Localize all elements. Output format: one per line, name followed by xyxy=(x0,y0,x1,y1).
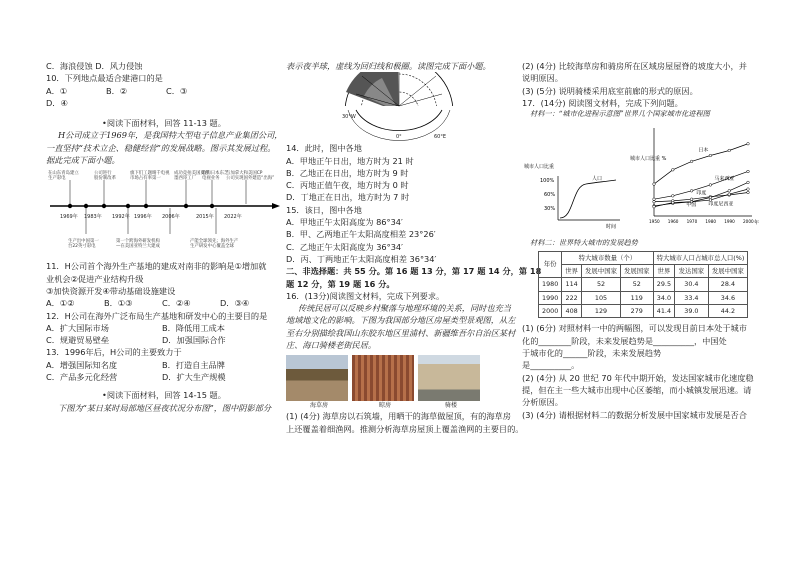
material-2-line-1: 下图为“某日某时局部地区昼夜状况分布图”，图中阴影部分 xyxy=(58,402,272,413)
material-3-line-4: 庄、海口骑楼老街民居。 xyxy=(286,340,377,351)
photo-seaweed-house xyxy=(286,355,348,401)
series-point xyxy=(709,154,712,157)
q11-stem-line-2: 业机会②促进产业结构升级 xyxy=(46,273,144,284)
schematic-xlabel: 时间 xyxy=(606,223,617,230)
q14-option-b: B．乙地正在日出，地方时为 9 时 xyxy=(286,167,409,178)
timeline-top-4: 成功竞拍美国夏普墨西哥工厂 xyxy=(174,171,210,182)
series-label: 印度 xyxy=(696,190,707,197)
timeline-top-5: 收购日本东芝电视业务 xyxy=(202,171,229,182)
label-0: 0° xyxy=(396,134,402,141)
year-2015: 2015年 xyxy=(196,214,214,221)
timeline-bottom-3: 产能全球领先；海外生产生产研发中心覆盖全球 xyxy=(190,239,239,250)
q10-option-b: B．② xyxy=(106,85,128,96)
photo-drying-house xyxy=(352,355,414,401)
table-cell: 34.6 xyxy=(708,291,748,304)
q11-option-c: C．②④ xyxy=(162,298,191,309)
table-cell: 41.4 xyxy=(653,305,675,318)
series-point xyxy=(728,189,731,192)
column-left xyxy=(46,60,282,414)
material-1-line-3: 据此完成下面小题。 xyxy=(46,155,120,166)
schematic-y100: 100% xyxy=(540,177,555,184)
timeline-top-3: 旗下们工题晴千电视市场占有率第一 xyxy=(130,171,170,182)
q13-options-row-1 xyxy=(46,359,282,371)
table-cell: 44.2 xyxy=(708,305,748,318)
q14-option-a: A．甲地正午日出，地方时为 21 时 xyxy=(286,155,414,166)
series-point xyxy=(747,181,750,184)
text-line: 股份制改革 xyxy=(94,176,116,182)
series-label: 马来西亚 xyxy=(714,175,735,182)
material-3-line-1: 传统民居可以反映乡村聚落与地理环境的关系，同时也充当 xyxy=(298,303,511,314)
x-tick-label: 1960 xyxy=(667,218,679,224)
text-line: 公司实现国外建造“出海” xyxy=(226,176,275,182)
chart-ylabel: 城市人口比重 % xyxy=(630,155,667,162)
q11-option-d: D．③④ xyxy=(220,298,250,309)
q17-3-line-1: (3) (4分) 请根据材料二的数据分析发展中国家城市发展是否合 xyxy=(522,409,747,420)
q17-1-line-2: 化的________阶段，未来发展趋势是__________，中国处 xyxy=(522,335,727,346)
table-cell: 222 xyxy=(562,291,582,304)
q13-option-d: D．扩大生产规模 xyxy=(162,372,226,383)
table-cell: 114 xyxy=(562,278,582,291)
table-cell: 29.5 xyxy=(653,278,675,291)
year-1983: 1983年 xyxy=(84,214,102,221)
series-point xyxy=(672,195,675,198)
label-30w: 30°W xyxy=(342,114,356,121)
series-point xyxy=(653,183,656,186)
q10-option-a: A．① xyxy=(46,85,68,96)
x-tick-label: 1950 xyxy=(649,218,660,224)
label-60e: 60°E xyxy=(434,134,447,141)
schematic-curve-label: 人口 xyxy=(592,175,603,182)
text-line: —在美国亚特兰大建成 xyxy=(116,244,160,250)
table-cell: 30.4 xyxy=(675,278,708,291)
q13-stem: 13．1996年后，H公司的主要致力于 xyxy=(46,347,182,358)
timeline-top-1: 在山东青岛建立生产彩电 xyxy=(48,171,79,182)
series-point xyxy=(690,198,693,201)
q12-option-b: B．降低用工成本 xyxy=(162,322,225,333)
q13-option-c: C．产品多元化经营 xyxy=(46,372,118,383)
series-point xyxy=(672,201,675,204)
timeline-bottom-2: 第一个跨海外研发机构—在美国亚特兰大建成 xyxy=(116,239,160,250)
q14-option-d: D．丁地正在日出，地方时为 7 时 xyxy=(286,192,410,203)
q14-stem: 14．此时，图中各地 xyxy=(286,143,362,154)
series-label: 日本 xyxy=(698,147,709,154)
table-cell: 1980 xyxy=(539,278,562,291)
q16-1-line-2: 上还覆盖着细渔网。推测分析海草房屋顶上覆盖渔网的主要目的。 xyxy=(286,423,524,434)
table-cell: 408 xyxy=(562,305,582,318)
text-line: 墨西哥工厂 xyxy=(174,176,196,182)
table-subheader: 发展国家 xyxy=(621,265,654,278)
table-header-count: 特大城市数量（个） xyxy=(562,251,653,264)
q16-3: (3) (5分) 说明骑楼采用底室前廊的形式的原因。 xyxy=(522,85,698,96)
year-1992: 1992年 xyxy=(112,214,130,221)
q17-2-line-3: 分析原因。 xyxy=(522,397,563,408)
table-cell: 39.0 xyxy=(675,305,708,318)
q16-2-line-1: (2) (4分) 比较海草房和骑房所在区域房屋屋脊的坡度大小，并 xyxy=(522,61,747,71)
caption-drying-house: 晾房 xyxy=(378,402,391,410)
year-1996: 1996年 xyxy=(134,214,152,221)
q17-2-line-2: 提，但在主一些大城市出现中心区萎缩，而小城镇发展迅速。请 xyxy=(522,384,752,395)
table-subheader: 世界 xyxy=(653,265,675,278)
day-night-diagram xyxy=(286,72,514,142)
q16-1-line-1: (1) (4分) 海草房以石筑墙，用晒干的海草做屋顶，有的海草房 xyxy=(286,411,511,422)
table-cell: 105 xyxy=(582,291,621,304)
series-point xyxy=(728,149,731,152)
text-line: 市场占有率第一 xyxy=(130,176,161,182)
q12-options-row-1 xyxy=(46,322,282,334)
q17-stem: 17．(14分) 阅读图文材料，完成下列问题。 xyxy=(522,97,683,108)
table-cell: 52 xyxy=(582,278,621,291)
series-point xyxy=(690,160,693,163)
table-cell: 28.4 xyxy=(708,278,748,291)
company-timeline xyxy=(46,168,282,260)
series-point xyxy=(709,199,712,202)
table-cell: 129 xyxy=(582,305,621,318)
table-cell: 119 xyxy=(621,291,654,304)
caption-seaweed-house: 海草房 xyxy=(309,402,328,410)
q15-option-c: C．乙地正午太阳高度为 36°34′ xyxy=(286,241,403,252)
x-tick-label: 1970 xyxy=(686,218,698,224)
table-header-year: 年份 xyxy=(539,251,562,278)
schematic-y60: 60% xyxy=(544,191,556,198)
q16-2-line-2: 说明原因。 xyxy=(522,73,563,84)
series-label: 印度尼西亚 xyxy=(708,201,734,208)
series-point xyxy=(709,184,712,187)
series-point xyxy=(747,191,750,194)
table-row xyxy=(539,291,748,304)
text-line: 台22英寸彩电 xyxy=(68,244,96,250)
urbanization-charts xyxy=(522,120,770,238)
q13-option-b: B．打造自主品牌 xyxy=(162,359,225,370)
series-point xyxy=(728,193,731,196)
q12-option-d: D．加强国际合作 xyxy=(162,335,226,346)
house-photos xyxy=(286,355,514,401)
q11-stem-line-1 xyxy=(46,260,282,272)
table-cell: 34.0 xyxy=(653,291,675,304)
q10-stem: 10．下列地点最适合建港口的是 xyxy=(46,73,163,84)
photo-arcade-house xyxy=(418,355,480,401)
series-point xyxy=(690,189,693,192)
section-2-header-line-1: 二、非选择题：共 55 分。第 16 题 13 分，第 17 题 14 分，第 18 xyxy=(286,266,542,277)
q10-option-d: D．④ xyxy=(46,97,68,108)
schematic-curve xyxy=(560,180,616,218)
series-point xyxy=(653,205,656,208)
q12-option-a: A．扩大国际市场 xyxy=(46,322,109,333)
material-4-title: 材料一：“城市化进程示意图”世界几个国家城市化进程图 xyxy=(530,109,710,119)
schematic-y30: 30% xyxy=(544,205,556,212)
table-cell: 52 xyxy=(621,278,654,291)
caption-arcade-house: 骑楼 xyxy=(444,402,457,410)
q13-option-a: A．增强国际知名度 xyxy=(46,359,118,370)
material-5-title: 材料二：世界特大城市的发展趋势 xyxy=(530,237,638,247)
read-prompt-11-13: •阅读下面材料，回答 11-13 题。 xyxy=(102,118,226,129)
column-right xyxy=(522,60,770,421)
year-1969: 1969年 xyxy=(60,214,78,221)
text-line: 生产研发中心覆盖全球 xyxy=(190,244,234,250)
q12-option-c: C．规避贸易壁垒 xyxy=(46,335,110,346)
read-prompt-14-15: •阅读下面材料，回答 14-15 题。 xyxy=(102,390,226,401)
material-2-line-2: 表示夜半球，虚线为回归线和极圈。读图完成下面小题。 xyxy=(286,61,491,71)
q15-option-b: B．甲、乙两地正午太阳高度相差 23°26′ xyxy=(286,229,436,240)
table-row xyxy=(539,278,748,291)
material-3-line-3: 至右分别描绘我国山东胶东地区里浦村、新疆维吾尔自治区某村 xyxy=(286,327,516,338)
q17-1-line-4: 是__________。 xyxy=(522,360,580,371)
timeline-top-2: 公司进行股份制改革 xyxy=(94,171,116,182)
table-header-percent: 特大城市人口占城市总人口(%) xyxy=(653,251,748,264)
year-2022: 2022年 xyxy=(224,214,242,221)
table-cell: 33.4 xyxy=(675,291,708,304)
table-cell: 2000 xyxy=(539,305,562,318)
year-2006: 2006年 xyxy=(162,214,180,221)
q15-stem: 15．该日，图中各地 xyxy=(286,204,362,215)
q10-option-c: C．③ xyxy=(166,85,188,96)
text-line: 生产彩电 xyxy=(48,176,66,182)
timeline-top-6: 与加拿大和美国CP 公司实现国外建造“出海” xyxy=(226,171,275,182)
material-1-line-2: 一直坚持“技术立企、稳健经营”的发展战略。图示其发展过程。 xyxy=(46,142,276,153)
q15-option-a: A．甲地正午太阳高度为 86°34′ xyxy=(286,217,403,228)
table-row xyxy=(539,305,748,318)
q13-options-row-2 xyxy=(46,371,282,383)
timeline-bottom-1: 生产出中国第一台22英寸彩电 xyxy=(68,239,99,250)
chart-xlabel: 年 xyxy=(754,219,760,226)
q11-option-a: A．①② xyxy=(46,298,75,309)
schematic-ylabel: 城市人口比重 xyxy=(524,163,555,170)
q10-options xyxy=(46,85,282,97)
q16-stem: 16．(13分)阅读图文材料，完成下列要求。 xyxy=(286,290,445,301)
q12-stem: 12．H公司在海外广泛布局生产基地和研发中心的主要目的是 xyxy=(46,310,268,321)
series-point xyxy=(653,198,656,201)
photo-captions xyxy=(286,401,514,410)
q15-option-d: D．丙、丁两地正午太阳高度相差 36°34′ xyxy=(286,253,437,264)
q11-stem-b: ①增加就 xyxy=(234,261,267,272)
x-tick-label: 1980 xyxy=(705,218,717,224)
q11-option-b: B．①③ xyxy=(104,298,133,309)
x-tick-label: 1990 xyxy=(724,218,735,224)
q9-options-cd: C．海浪侵蚀 D．风力侵蚀 xyxy=(46,61,143,71)
series-point xyxy=(747,170,750,173)
q17-2-line-1: (2) (4分) 从 20 世纪 70 年代中期开始，发达国家城市化速度稳 xyxy=(522,372,754,383)
q12-options-row-2 xyxy=(46,334,282,346)
series-point xyxy=(747,142,750,145)
urbanization-schematic xyxy=(524,163,620,230)
q11-stem-a: 11．H公司首个海外生产基地的建成对南非的影响是 xyxy=(46,261,235,272)
series-label: 中国 xyxy=(686,202,697,209)
q17-1-line-1: (1) (6分) 对照材料一中的两幅图，可以发现目前日本处于城市 xyxy=(522,323,747,334)
table-subheader: 世界 xyxy=(562,265,582,278)
table-subheader: 发展中国家 xyxy=(708,265,748,278)
series-point xyxy=(709,196,712,199)
text-line: 电视业务 xyxy=(202,176,220,182)
table-cell: 1990 xyxy=(539,291,562,304)
series-point xyxy=(653,200,656,203)
table-cell: 279 xyxy=(621,305,654,318)
material-3-line-2: 地域地文化的影响。下图为我国部分地区房屋类型景观图，从左 xyxy=(286,315,516,326)
megacity-table xyxy=(538,251,748,319)
q14-option-c: C．丙地正值午夜，地方时为 0 时 xyxy=(286,180,409,191)
urbanization-line-chart xyxy=(630,128,759,226)
x-tick-label: 2000 xyxy=(743,218,754,224)
q17-1-line-3: 于城市化的______阶段，未来发展趋势 xyxy=(522,348,662,359)
section-2-header-line-2: 题 12 分，第 19 题 16 分。 xyxy=(286,278,395,289)
q11-stem-line-3: ③加快资源开发④带动基础设施建设 xyxy=(46,285,176,296)
material-1-line-1: H公司成立于1969年，是我国特大型电子信息产业集团公司， xyxy=(58,130,283,141)
series-point xyxy=(747,188,750,191)
series-point xyxy=(672,168,675,171)
table-subheader: 发达国家 xyxy=(675,265,708,278)
table-subheader: 发展中国家 xyxy=(582,265,621,278)
q11-options xyxy=(46,297,282,309)
